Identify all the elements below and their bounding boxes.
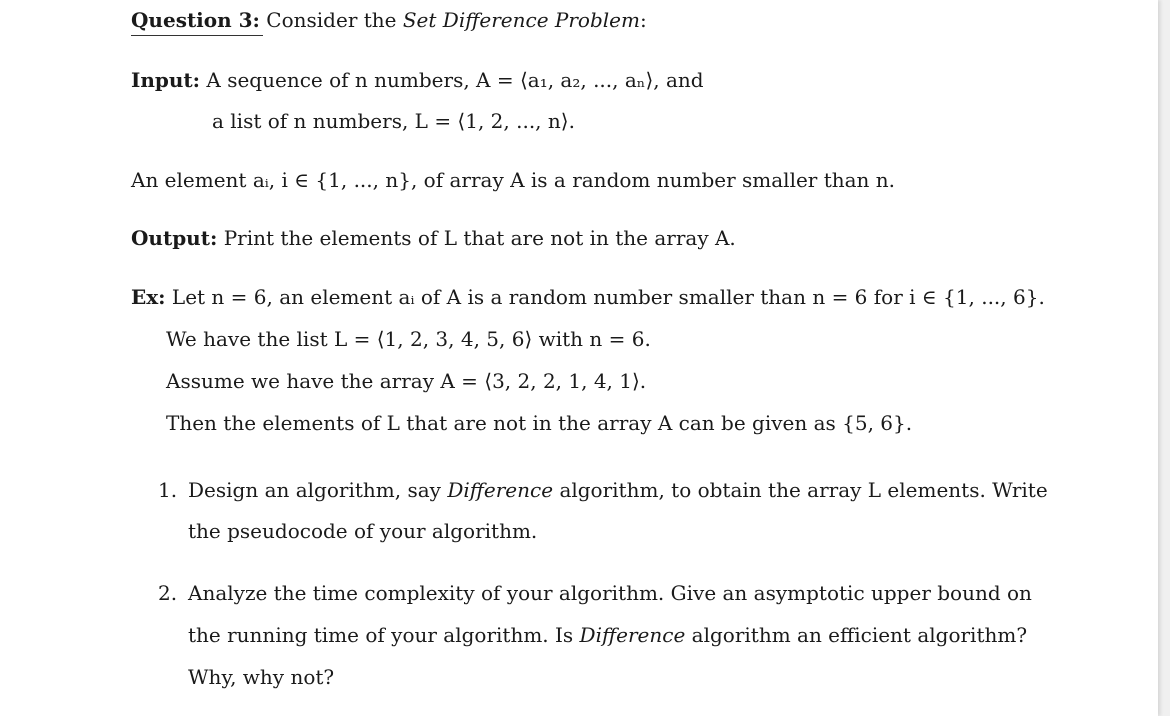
task-1-algorithm-name: Difference [447, 478, 554, 502]
output-label: Output: [131, 226, 218, 250]
output-line [131, 226, 736, 250]
task-1-text-b: algorithm, to obtain the array L elements. Write [559, 478, 1048, 502]
task-2-text-b: algorithm an efficient algorithm? [691, 623, 1028, 647]
example-label: Ex: [131, 285, 166, 309]
task-1-number: 1. [158, 478, 178, 502]
output-text: Print the elements of L that are not in the array A. [223, 226, 736, 250]
example-line-3: Assume we have the array A = ⟨3, 2, 2, 1, 4, 1⟩. [166, 369, 647, 393]
task-2-text-a: the running time of your algorithm. Is [188, 623, 574, 647]
input-line-1 [131, 68, 704, 92]
task-2-line-2 [188, 623, 1027, 647]
element-statement: An element aᵢ, i ∈ {1, ..., n}, of array A is a random number smaller than n. [131, 168, 896, 192]
task-2-line-3: Why, why not? [188, 665, 335, 689]
input-text-1: A sequence of n numbers, A = ⟨a₁, a₂, ..., aₙ⟩, and [206, 68, 704, 92]
example-text-1: Let n = 6, an element aᵢ of A is a random number smaller than n = 6 for i ∈ {1, ..., 6}. [171, 285, 1045, 309]
input-label: Input: [131, 68, 201, 92]
task-2-line-1: Analyze the time complexity of your algorithm. Give an asymptotic upper bound on [188, 581, 1032, 605]
heading-underline [131, 35, 263, 36]
question-intro: Consider the [266, 8, 397, 32]
question-label: Question 3: [131, 8, 260, 32]
example-line-1 [131, 285, 1045, 309]
problem-name: Set Difference Problem [402, 8, 640, 32]
question-heading [131, 8, 647, 32]
task-2-algorithm-name: Difference [579, 623, 686, 647]
task-1-line-2: the pseudocode of your algorithm. [188, 519, 538, 543]
task-2-number: 2. [158, 581, 178, 605]
question-colon: : [639, 8, 647, 32]
input-line-2: a list of n numbers, L = ⟨1, 2, ..., n⟩. [212, 109, 575, 133]
example-line-2: We have the list L = ⟨1, 2, 3, 4, 5, 6⟩ with n = 6. [166, 327, 651, 351]
task-1-text-a: Design an algorithm, say [188, 478, 441, 502]
task-1-line-1 [188, 478, 1048, 502]
example-line-4: Then the elements of L that are not in the array A can be given as {5, 6}. [166, 411, 913, 435]
